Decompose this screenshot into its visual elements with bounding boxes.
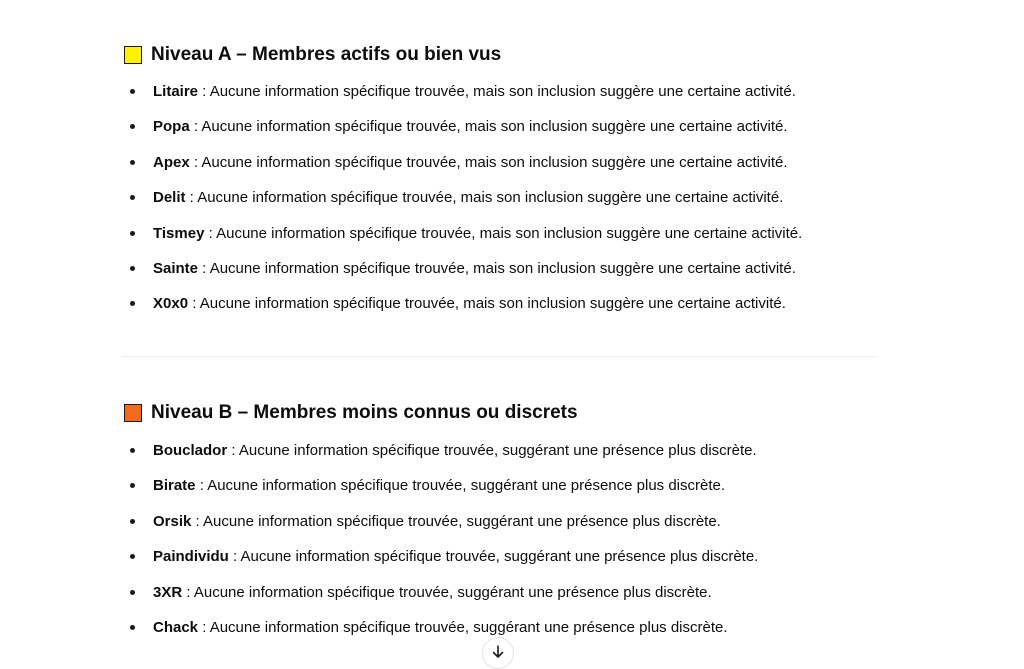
- bullet-icon: [130, 89, 135, 94]
- bullet-icon: [130, 625, 135, 630]
- member-name: Chack: [153, 618, 199, 636]
- bullet-icon: [130, 519, 135, 524]
- list-item: [122, 259, 877, 294]
- member-name: Birate: [153, 477, 196, 495]
- list-item: [122, 294, 877, 329]
- arrow-down-icon: [490, 644, 506, 660]
- section-heading-niveau-b: [124, 400, 578, 426]
- member-description: : Aucune information spécifique trouvée, suggérant une présence plus discrète.: [191, 512, 721, 530]
- list-item: [122, 82, 877, 117]
- list-item: [122, 512, 877, 547]
- list-item: [122, 153, 877, 188]
- section-divider: [122, 356, 877, 357]
- orange-square-icon: [124, 404, 142, 422]
- bullet-icon: [130, 124, 135, 129]
- member-description: : Aucune information spécifique trouvée, mais son inclusion suggère une certaine activité.: [189, 118, 788, 136]
- member-description: : Aucune information spécifique trouvée, suggérant une présence plus discrète.: [195, 477, 726, 495]
- list-item: [122, 441, 877, 476]
- bullet-icon: [130, 483, 135, 488]
- bullet-icon: [130, 160, 135, 165]
- member-description: : Aucune information spécifique trouvée, mais son inclusion suggère une certaine activité.: [198, 259, 796, 277]
- list-item: [122, 224, 877, 259]
- member-description: : Aucune information spécifique trouvée, mais son inclusion suggère une certaine activité.: [204, 224, 803, 242]
- member-description: : Aucune information spécifique trouvée, mais son inclusion suggère une certaine activité.: [198, 83, 796, 100]
- niveau-a-list: [122, 82, 877, 330]
- member-name: Delit: [153, 189, 186, 207]
- yellow-square-icon: [124, 46, 142, 64]
- member-name: Tismey: [153, 224, 205, 242]
- bullet-icon: [130, 554, 135, 559]
- bullet-icon: [130, 231, 135, 236]
- section-heading-niveau-a: [124, 42, 501, 68]
- bullet-icon: [130, 301, 135, 306]
- member-description: : Aucune information spécifique trouvée, suggérant une présence plus discrète.: [198, 618, 728, 636]
- member-description: : Aucune information spécifique trouvée, mais son inclusion suggère une certaine activité.: [185, 189, 784, 207]
- member-name: Popa: [153, 118, 190, 136]
- bullet-icon: [130, 266, 135, 271]
- section-title: Niveau B – Membres moins connus ou discrets: [151, 402, 578, 423]
- niveau-b-list: [122, 441, 877, 653]
- bullet-icon: [130, 448, 135, 453]
- member-name: Paindividu: [153, 548, 229, 566]
- bullet-icon: [130, 195, 135, 200]
- bullet-icon: [130, 590, 135, 595]
- member-name: Sainte: [153, 259, 199, 277]
- list-item: [122, 476, 877, 511]
- member-description: : Aucune information spécifique trouvée, suggérant une présence plus discrète.: [182, 583, 712, 601]
- member-description: : Aucune information spécifique trouvée, mais son inclusion suggère une certaine activité.: [189, 153, 788, 171]
- member-description: : Aucune information spécifique trouvée, suggérant une présence plus discrète.: [227, 442, 757, 459]
- list-item: [122, 583, 877, 618]
- member-name: Orsik: [153, 512, 192, 530]
- member-description: : Aucune information spécifique trouvée, mais son inclusion suggère une certaine activité.: [188, 295, 786, 313]
- list-item: [122, 547, 877, 582]
- section-title: Niveau A – Membres actifs ou bien vus: [151, 44, 502, 65]
- list-item: [122, 117, 877, 152]
- member-name: Bouclador: [153, 442, 228, 459]
- scroll-to-bottom-button[interactable]: [482, 637, 514, 669]
- list-item: [122, 188, 877, 223]
- member-description: : Aucune information spécifique trouvée, suggérant une présence plus discrète.: [228, 548, 759, 566]
- member-name: X0x0: [153, 295, 189, 313]
- member-name: Apex: [153, 153, 190, 171]
- member-name: 3XR: [153, 583, 183, 601]
- member-name: Litaire: [153, 83, 199, 100]
